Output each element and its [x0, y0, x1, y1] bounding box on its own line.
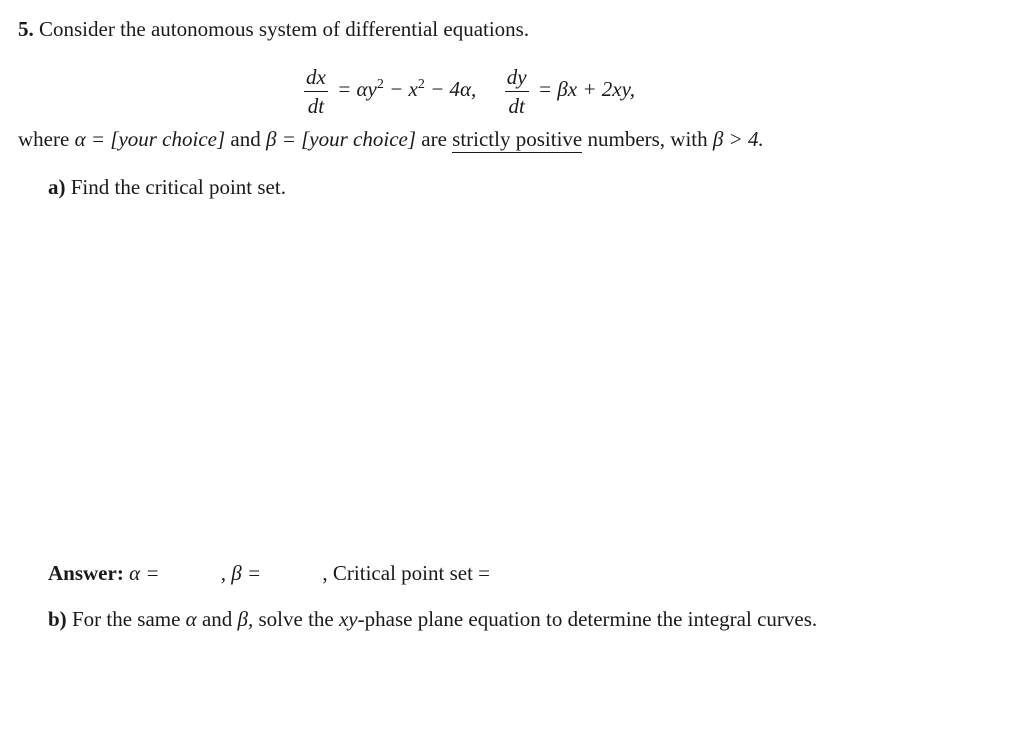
part-a-label: a) [48, 175, 66, 199]
part-b-text3: -phase plane equation to determine the integral curves. [357, 607, 818, 631]
answer-alpha: α = [129, 561, 160, 585]
dx-numerator: dx [304, 65, 328, 92]
part-b [48, 606, 817, 632]
part-b-alpha: α [185, 607, 197, 631]
beta-condition: β > 4. [712, 127, 764, 151]
part-b-text2: solve the [258, 607, 334, 631]
where-line [18, 126, 764, 152]
dt-denominator-2: dt [508, 93, 525, 118]
equation-system [300, 60, 635, 118]
answer-label: Answer: [48, 561, 124, 585]
alpha-equals: α = [74, 127, 106, 151]
dydt-fraction [505, 65, 529, 118]
problem-intro: Consider the autonomous system of differential equations. [39, 17, 530, 41]
rhs1-part3: − 4α, [424, 77, 477, 101]
part-b-text1: For the same [71, 607, 181, 631]
where-word: where [18, 127, 70, 151]
are-word: are [421, 127, 447, 151]
problem-number: 5. [18, 17, 34, 41]
part-a [48, 174, 286, 200]
and-word: and [230, 127, 261, 151]
part-a-text: Find the critical point set. [70, 175, 286, 199]
part-b-xy: xy [338, 607, 358, 631]
beta-choice: [your choice] [301, 127, 417, 151]
alpha-choice: [your choice] [110, 127, 226, 151]
part-b-and: and [201, 607, 233, 631]
answer-critical-point-set: , Critical point set = [322, 561, 490, 585]
problem-statement [18, 16, 529, 42]
rhs1-exponent2: 2 [417, 77, 425, 92]
part-b-label: b) [48, 607, 67, 631]
answer-beta: , β = [220, 561, 262, 585]
dt-denominator: dt [307, 93, 325, 118]
part-b-beta: β, [237, 607, 254, 631]
rhs1-exponent1: 2 [376, 77, 384, 92]
dxdt-fraction [304, 65, 328, 118]
dy-numerator: dy [505, 65, 529, 92]
rhs2: = βx + 2xy, [537, 77, 635, 101]
rhs1-part1: = αy [337, 77, 377, 101]
beta-equals: β = [265, 127, 296, 151]
numbers-with: numbers, with [587, 127, 708, 151]
answer-line [48, 560, 490, 586]
strictly-positive: strictly positive [452, 127, 583, 151]
rhs1-part2: − x [383, 77, 418, 101]
